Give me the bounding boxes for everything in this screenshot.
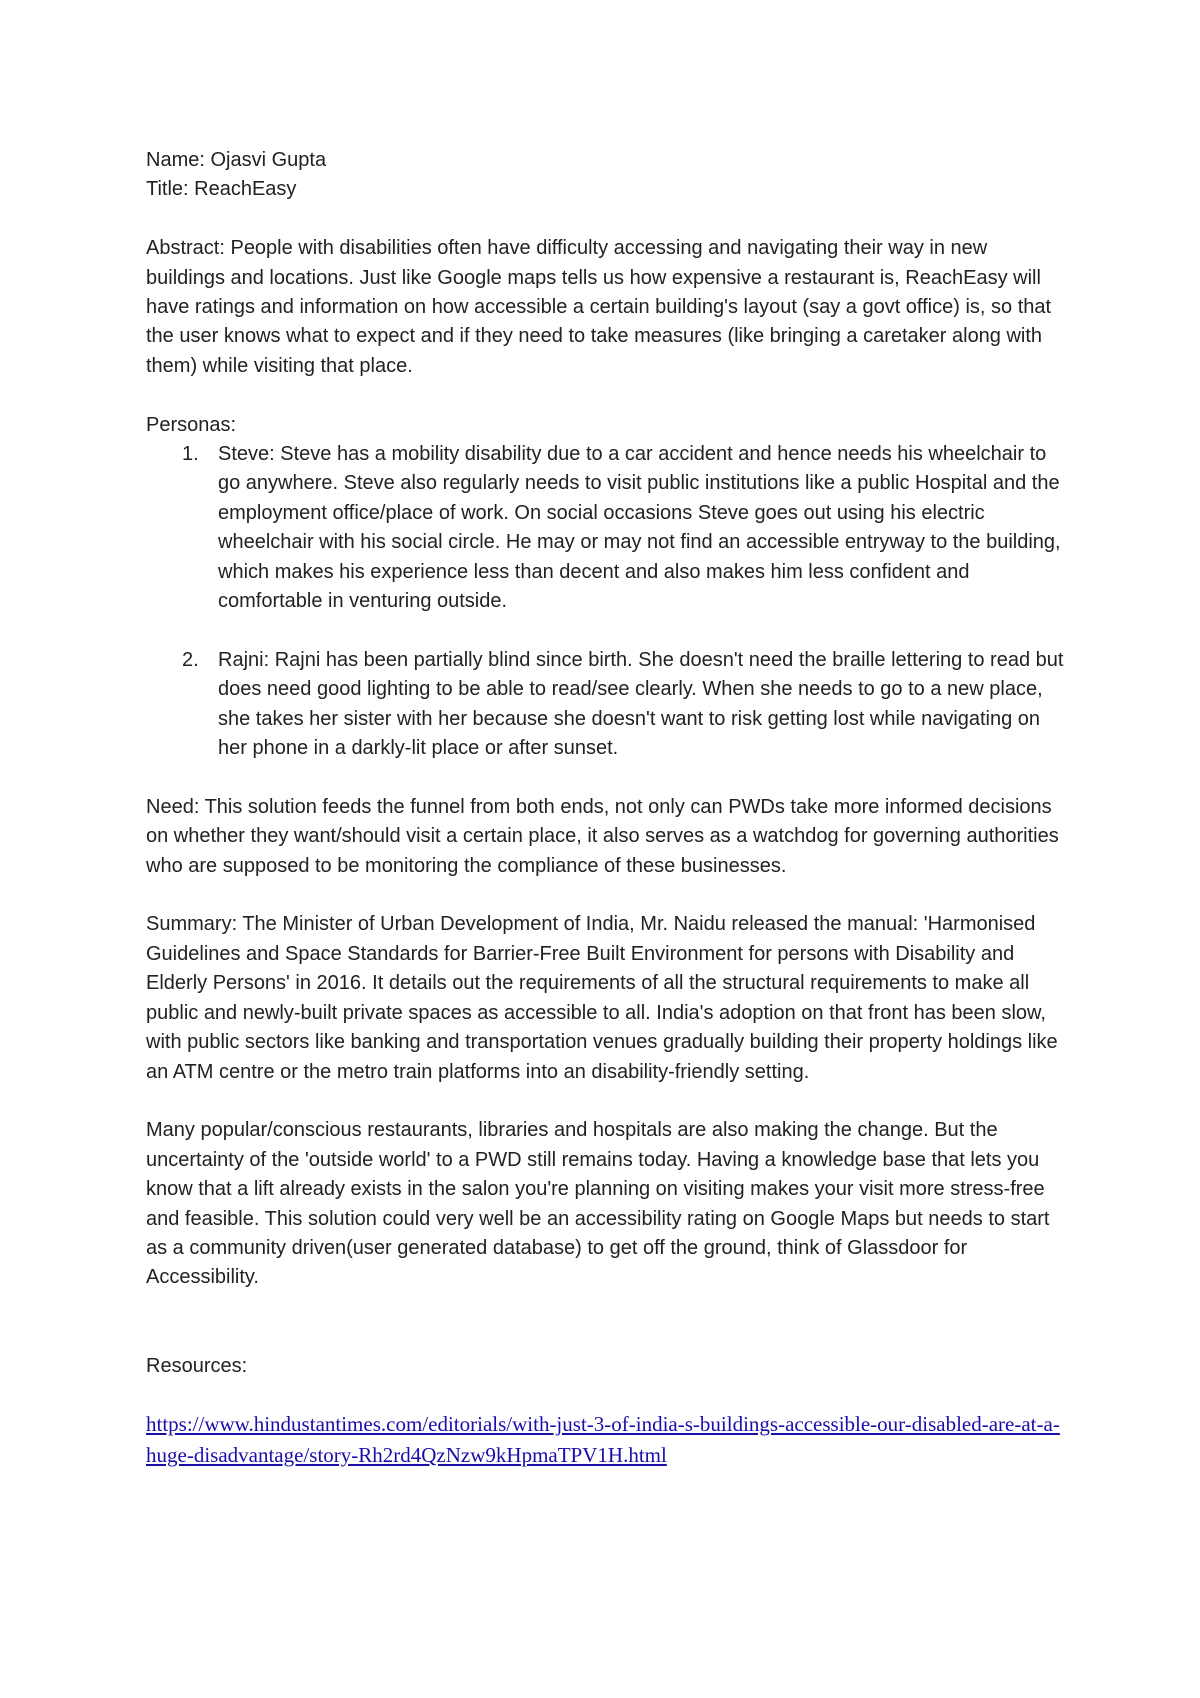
resources-heading: Resources: [146, 1354, 248, 1377]
author-name: Name: Ojasvi Gupta [146, 149, 327, 171]
section-spacer [146, 763, 1064, 792]
personas-heading: Personas: [146, 413, 237, 436]
closing-paragraph: Many popular/conscious restaurants, libraries and hospitals are also making the change. But the uncertainty of the 'outside world' to a PWD still remains today. Having a knowledge base that lets you know that a lift already exists in the salon you're planning on visiting makes your visit more stress-free and feasible. This solution could very well be an accessibility rating on Google Maps but needs to start as a community driven(user generated database) to get off the ground, think of Glassdoor for Accessibility. [146, 1119, 1050, 1289]
need-paragraph: Need: This solution feeds the funnel from both ends, not only can PWDs take more informed decisions on whether they want/should visit a certain place, it also serves as a watchdog for governing authorities who are supposed to be monitoring the compliance of these businesses. [146, 795, 1059, 877]
resource-link-line [146, 1410, 1064, 1471]
list-spacer [146, 616, 1064, 645]
resource-link[interactable]: https://www.hindustantimes.com/editorials/with-just-3-of-india-s-buildings-accessible-our-disabled-are-at-a-huge-disadvantage/story-Rh2rd4QzNzw9kHpmaTPV1H.html [146, 1412, 1060, 1467]
document-page [146, 146, 1064, 1471]
list-number: 1. [182, 443, 199, 466]
summary-paragraph: Summary: The Minister of Urban Development of India, Mr. Naidu released the manual: 'Harmonised Guidelines and Space Standards for Barrier-Free Built Environment for persons with Disability and Elderly Persons' in 2016. It details out the requirements of all the structural requirements to make all public and newly-built private spaces as accessible to all. India's adoption on that front has been slow, with public sectors like banking and transportation venues gradually building their property holdings like an ATM centre or the metro train platforms into an disability-friendly setting. [146, 913, 1058, 1083]
list-number: 2. [182, 648, 199, 671]
document-title: Title: ReachEasy [146, 178, 297, 201]
persona-item-steve [146, 440, 1064, 616]
personas-list [146, 440, 1064, 763]
persona-text: Steve: Steve has a mobility disability due to a car accident and hence needs his wheelchair to go anywhere. Steve also regularly needs to visit public institutions like a public Hospital and the employment office/place of work. On social occasions Steve goes out using his electric wheelchair with his social circle. He may or may not find an accessible entryway to the building, which makes his experience less than decent and also makes him less confident and comfortable in venturing outside. [218, 443, 1061, 613]
persona-text: Rajni: Rajni has been partially blind since birth. She doesn't need the braille lettering to read but does need good lighting to be able to read/see clearly. When she needs to go to a new place, she takes her sister with her because she doesn't want to risk getting lost while navigating on her phone in a darkly-lit place or after sunset. [218, 648, 1064, 760]
abstract-paragraph: Abstract: People with disabilities often have difficulty accessing and navigating their way in new buildings and locations. Just like Google maps tells us how expensive a restaurant is, ReachEasy will have ratings and information on how accessible a certain building's layout (say a govt office) is, so that the user knows what to expect and if they need to take measures (like bringing a caretaker along with them) while visiting that place. [146, 237, 1052, 377]
section-spacer [146, 1293, 1064, 1352]
persona-item-rajni [146, 646, 1064, 764]
